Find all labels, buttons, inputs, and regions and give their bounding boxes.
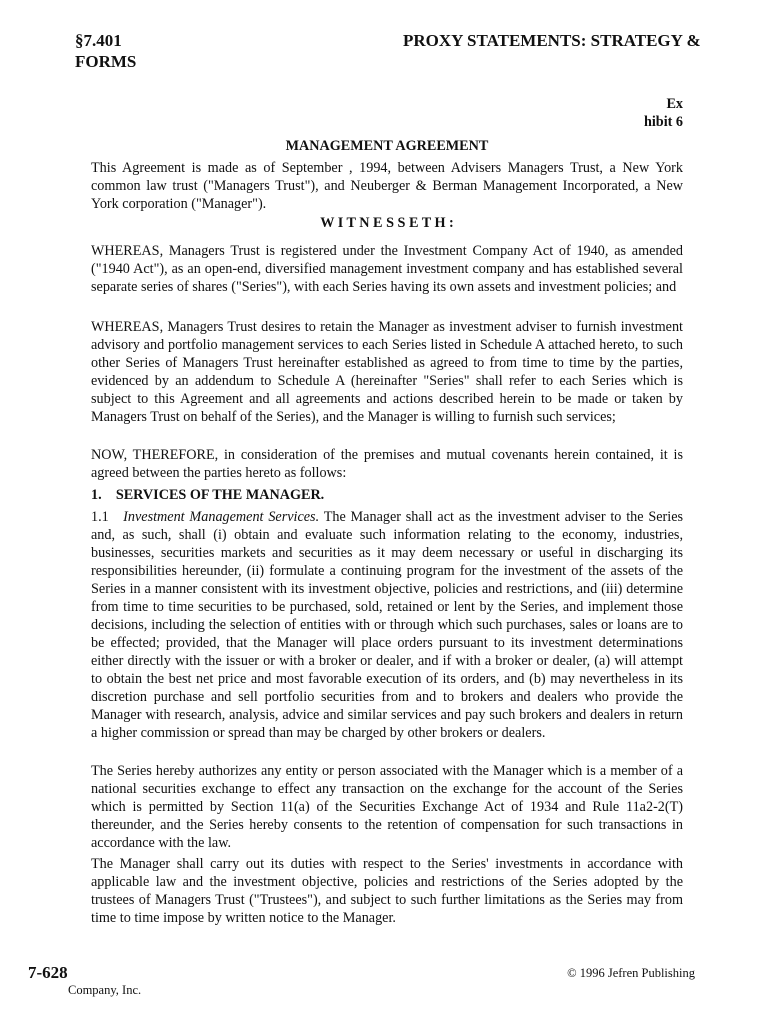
witnesseth-heading: W I T N E S S E T H : — [320, 215, 454, 231]
section-1-1-title: Investment Management Services. — [123, 509, 320, 525]
series-authorization-paragraph: The Series hereby authorizes any entity or person associated with the Manager which is a member of a national securities exchange to effect any transaction on the exchange for the account of the Series which is permitted by Section 11(a) of the Securities Exchange Act of 1934 and Rule 11a2-2(T) thereunder, and the Series hereby consents to the retention of compensation for such transactions in accordance with the law. — [91, 763, 683, 851]
running-title: PROXY STATEMENTS: STRATEGY & — [403, 31, 701, 50]
document-title: MANAGEMENT AGREEMENT — [285, 138, 489, 154]
section-1-1-paragraph — [91, 508, 683, 742]
page-number: 7-628 — [28, 963, 68, 982]
exhibit-label-line2: hibit 6 — [643, 114, 683, 130]
section-title-continued: FORMS — [75, 52, 137, 71]
whereas-paragraph-1: WHEREAS, Managers Trust is registered under the Investment Company Act of 1940, as amended ("1940 Act"), as an open-end, diversified management investment company and has established several separate series of shares ("Series"), with each Series having its own assets and investment policies; and — [91, 243, 683, 295]
section-1-1-number: 1.1 — [91, 509, 109, 525]
section-number: §7.401 — [75, 31, 122, 50]
manager-duties-paragraph: The Manager shall carry out its duties with respect to the Series' investments in accordance with applicable law and the investment objective, policies and restrictions of the Series adopted by the trustees of Managers Trust ("Trustees"), and subject to such further limitations as the Series may from time to time impose by written notice to the Manager. — [91, 856, 683, 926]
section-1-heading: 1. SERVICES OF THE MANAGER. — [91, 487, 325, 503]
whereas-paragraph-2: WHEREAS, Managers Trust desires to retain the Manager as investment adviser to furnish investment advisory and portfolio management services to each Series listed in Schedule A attached hereto, to such other Series of Managers Trust hereinafter established as agreed to from time to time by the parties, evidenced by an addendum to Schedule A (hereinafter "Series" shall refer to each Series which is subject to this Agreement and all agreements and actions described herein to be made or taken by Managers Trust on behalf of the Series), and the Manager is willing to furnish such services; — [91, 319, 683, 425]
copyright-notice: © 1996 Jefren Publishing — [567, 966, 695, 980]
exhibit-label-line1: Ex — [666, 96, 683, 112]
now-therefore-paragraph: NOW, THEREFORE, in consideration of the premises and mutual covenants herein contained, it is agreed between the parties hereto as follows: — [91, 447, 683, 481]
section-1-1-body: The Manager shall act as the investment adviser to the Series and, as such, shall (i) obtain and evaluate such information relating to the economy, industries, businesses, securities markets and securities as it may deem necessary or useful in discharging its responsibilities hereunder, (ii) formulate a continuing program for the investment of the assets of the Series in a manner consistent with its investment objective, policies and restrictions, and (iii) determine from time to time securities to be purchased, sold, retained or lent by the Series, and implement those decisions, including the selection of entities with or through which such purchases, sales or loans are to be effected; provided, that the Manager will place orders pursuant to its investment determinations either directly with the issuer or with a broker or dealer, and if with a broker or dealer, (a) will attempt to obtain the best net price and most favorable execution of its orders, and (b) may nevertheless in its discretion purchase and sell portfolio securities from and to brokers and dealers who provide the Manager with research, analysis, advice and similar services and pay such brokers and dealers in return a higher commission or spread than may be charged by other brokers or dealers. — [91, 509, 684, 741]
intro-paragraph: This Agreement is made as of September , 1994, between Advisers Managers Trust, a New York common law trust ("Managers Trust"), and Neuberger & Berman Management Incorporated, a New York corporation ("Manager"). — [91, 160, 683, 212]
copyright-notice-continued: Company, Inc. — [68, 983, 142, 997]
